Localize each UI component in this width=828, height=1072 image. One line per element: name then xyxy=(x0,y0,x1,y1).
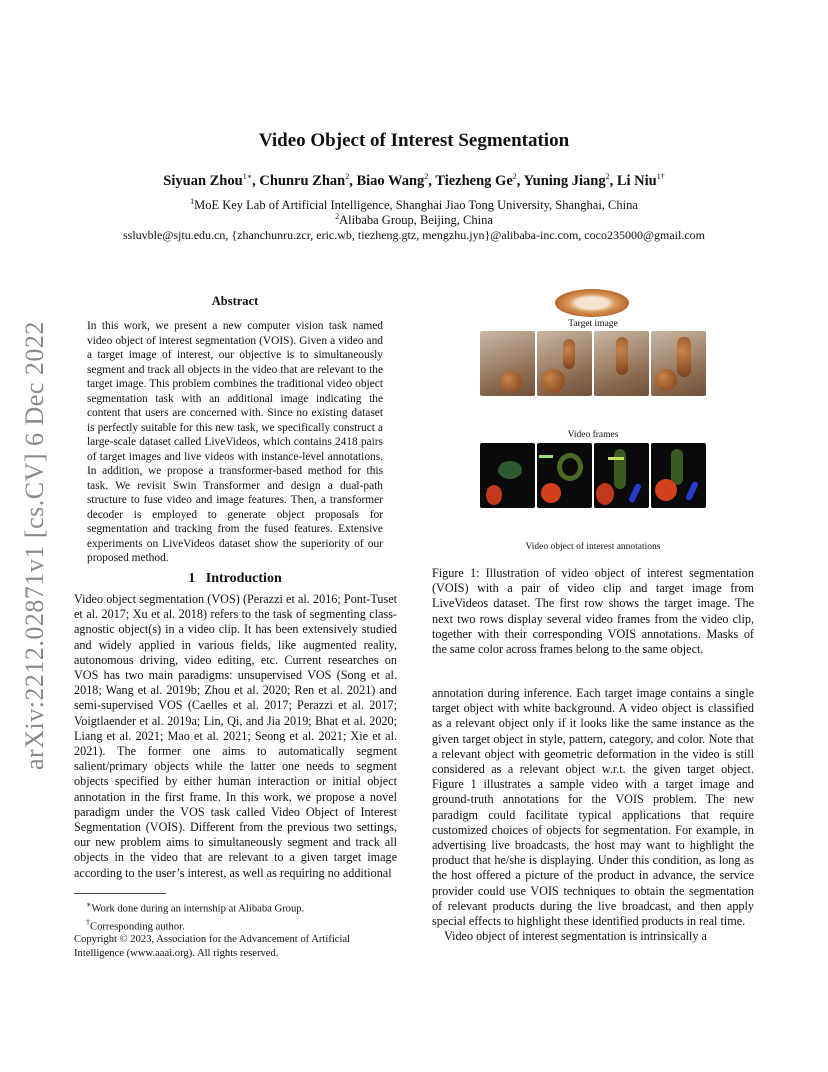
annotation-frame xyxy=(594,443,649,508)
video-frame xyxy=(537,331,592,396)
figure-label-frames: Video frames xyxy=(567,430,619,440)
author: Siyuan Zhou xyxy=(163,172,243,189)
annotation-frame xyxy=(480,443,535,508)
footnote-text: Corresponding author. xyxy=(90,921,185,933)
author-sup: 2 xyxy=(345,172,350,181)
affiliation-2 xyxy=(0,212,828,228)
arxiv-identifier: arXiv:2212.02871v1 [cs.CV] 6 Dec 2022 xyxy=(20,321,49,770)
affiliation-text: MoE Key Lab of Artificial Intelligence, Shanghai Jiao Tong University, Shanghai, China xyxy=(194,198,638,213)
affiliation-sup: 1 xyxy=(190,197,195,206)
author-list: Siyuan Zhou$^{1∗}$, Chunru Zhan$^2$, Biao Wang$^2$, Tiezheng Ge$^2$, Yuning Jiang$^2$, Li Niu$^{1\dagger}$ xyxy=(163,172,665,189)
annotation-frame xyxy=(537,443,592,508)
author-sup: 1† xyxy=(656,172,665,181)
author-emails: ssluvble@sjtu.edu.cn, {zhanchunru.zcr, eric.wb, tiezheng.gtz, mengzhu.jyn}@alibaba-inc.com, coco235000@gmail.com xyxy=(122,228,706,242)
copyright-notice: Copyright © 2023, Association for the Advancement of Artificial Intelligence (www.aaai.org). All rights reserved. xyxy=(74,934,351,959)
annotation-frame xyxy=(651,443,706,508)
paper-title: Video Object of Interest Segmentation xyxy=(258,130,570,151)
footnote-rule xyxy=(74,893,166,894)
affiliation-1 xyxy=(0,197,828,213)
right-column-text xyxy=(432,686,754,944)
section-title: Introduction xyxy=(205,571,282,586)
abstract-heading: Abstract xyxy=(211,294,259,308)
video-frame xyxy=(651,331,706,396)
introduction-text: Video object segmentation (VOS) (Perazzi et al. 2016; Pont-Tuset et al. 2017; Xu et al. 2018) refers to the task of segmenting class-agnostic object(s) in a video clip. It has been extensively studied and widely applied in various fields, like augmented reality, autonomous driving, video editing, etc. Current researches on VOS has two main paradigms: unsupervised VOS (Song et al. 2018; Wang et al. 2019b; Zhou et al. 2020; Ren et al. 2021) and semi-supervised VOS (Caelles et al. 2017; Perazzi et al. 2017; Voigtlaender et al. 2019a; Lin, Qi, and Jia 2019; Bhat et al. 2020; Liang et al. 2021; Mao et al. 2021; Seong et al. 2021; Xie et al. 2021). The former one aims to automatically segment salient/primary objects while the latter one needs to segment objects specified by either human interaction or initial object annotation in the first frame. In this work, we propose a novel paradigm under the VOS task called Video Object of Interest Segmentation (VOIS). Different from the previous two settings, our new problem aims to simultaneously segment and track all objects in the video that are relevant to a given target image according to the user’s interest, as well as requiring no additional xyxy=(74,592,397,880)
figure-label-target: Target image xyxy=(568,319,618,329)
footnotes xyxy=(74,898,400,960)
figure-label-annotations: Video object of interest annotations xyxy=(525,542,661,552)
affiliation-text: Alibaba Group, Beijing, China xyxy=(339,213,493,228)
footnote xyxy=(74,916,400,934)
video-frame xyxy=(594,331,649,396)
author-sup: 2 xyxy=(605,172,610,181)
author-sup: 2 xyxy=(424,172,429,181)
author: Tiezheng Ge xyxy=(435,172,513,189)
footnote-mark: ∗ xyxy=(86,900,92,909)
footnote-text: Work done during an internship at Alibaba Group. xyxy=(91,903,305,915)
paragraph: Video object of interest segmentation is intrinsically a xyxy=(444,929,707,944)
video-frame xyxy=(480,331,535,396)
section-number: 1 xyxy=(188,571,196,586)
section-heading-introduction xyxy=(70,571,400,587)
author-sup: 1∗ xyxy=(242,172,253,181)
abstract-text: In this work, we present a new computer vision task named video object of interest segmentation (VOIS). Given a video and a target image of interest, our objective is to simultaneously segment and track all objects in the video that are relevant to the target image. This problem combines the traditional video object segmentation task with an additional image indicating the content that users are concerned with. Since no existing dataset is perfectly suitable for this new task, we specifically construct a large-scale dataset called LiveVideos, which contains 2418 pairs of target images and live videos with instance-level annotations. In addition, we propose a transformer-based method for this task. We revisit Swin Transformer and design a dual-path structure to fuse video and image features. Then, a transformer decoder is employed to generate object proposals for segmentation and tracking from the fused features. Extensive experiments on LiveVideos dataset show the superiority of our proposed method. xyxy=(87,320,383,564)
figure-1 xyxy=(478,286,708,558)
author: Chunru Zhan xyxy=(259,172,346,189)
footnote xyxy=(74,898,400,916)
affiliation-sup: 2 xyxy=(335,212,340,221)
footnote-mark: † xyxy=(86,917,90,927)
target-image xyxy=(555,289,629,317)
paragraph: annotation during inference. Each target image contains a single target object with white background. A video object is classified as a relevant object only if it looks like the same instance as the given target object in style, pattern, category, and color. Note that a relevant object with geometric deformation in the video is still considered as a relevant object w.r.t. the given target object. Figure 1 illustrates a sample video with a target image and ground-truth annotations for the VOIS problem. The new paradigm could facilitate typical applications that require customized choices of objects for segmentation. For example, in advertising live broadcasts, the host may want to highlight the product that he/she is displaying. Under this condition, as long as the host offered a picture of the product in advance, the service provider could use VOIS techniques to obtain the segmentation of relevant products during the live broadcast, and then apply special effects to highlight these identified products in real time. xyxy=(432,686,754,929)
figure-caption: Figure 1: Illustration of video object of interest segmentation (VOIS) with a pair of video clip and target image from LiveVideos dataset. The first row shows the target image. The next two rows display several video frames from the video clip, together with their corresponding VOIS annotations. Masks of the same color across frames belong to the same object. xyxy=(432,566,754,657)
author: Yuning Jiang xyxy=(523,172,606,189)
author-sup: 2 xyxy=(512,172,517,181)
author: Li Niu xyxy=(616,172,657,189)
author: Biao Wang xyxy=(356,172,425,189)
